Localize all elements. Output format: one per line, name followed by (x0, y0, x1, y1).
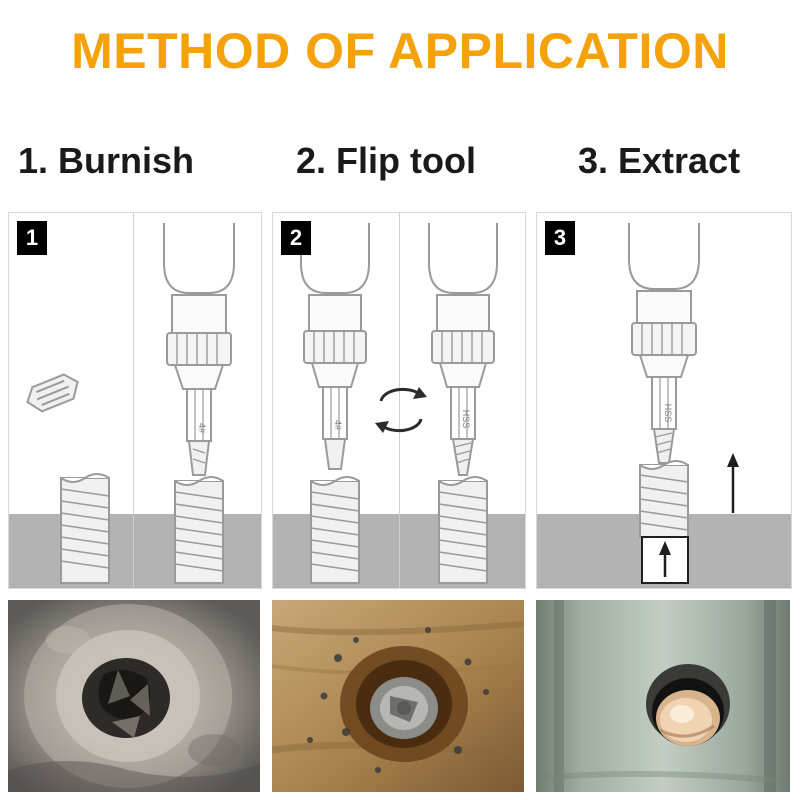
step-3-panel (536, 212, 792, 589)
drill-tool-2-left (301, 223, 369, 469)
broken-screw-2-left (311, 477, 359, 583)
photo-step-1-image (8, 600, 260, 792)
photo-step-1 (8, 600, 260, 792)
step-2-badge: 2 (281, 221, 311, 255)
photo-step-3 (536, 600, 790, 792)
drill-tool-2-right (429, 223, 497, 475)
step-1-title: 1. Burnish (18, 140, 195, 181)
step-1-illustration (9, 213, 261, 588)
step-3-badge: 3 (545, 221, 575, 255)
step-2-panel (272, 212, 526, 589)
broken-screw-2-right (439, 477, 487, 583)
page-title: METHOD OF APPLICATION (71, 23, 729, 79)
step-2-bit-label-left: 4# (333, 419, 343, 431)
step-2-title: 2. Flip tool (296, 140, 476, 181)
up-arrow-head-outer (727, 453, 739, 467)
step-3-title: 3. Extract (578, 140, 741, 181)
photo-step-2-image (272, 600, 524, 792)
illustration-panels (8, 212, 792, 587)
photo-row (8, 600, 792, 792)
step-2-illustration (273, 213, 525, 588)
step-1-panel (8, 212, 262, 589)
drill-tool-3 (629, 223, 699, 463)
step-1-badge: 1 (17, 221, 47, 255)
step-1-bit-label: 4# (197, 422, 207, 434)
step-3-illustration (537, 213, 791, 588)
step-3-bit-label: HSS (663, 403, 673, 423)
broken-screw-right (175, 477, 223, 583)
step-2-bit-label-right: HSS (461, 409, 471, 429)
step-titles-row (0, 140, 800, 196)
photo-step-3-image (536, 600, 790, 792)
drill-tool-1 (164, 223, 234, 475)
photo-step-2 (272, 600, 524, 792)
broken-screw-left (61, 474, 109, 583)
stripped-screw-head (23, 371, 83, 415)
